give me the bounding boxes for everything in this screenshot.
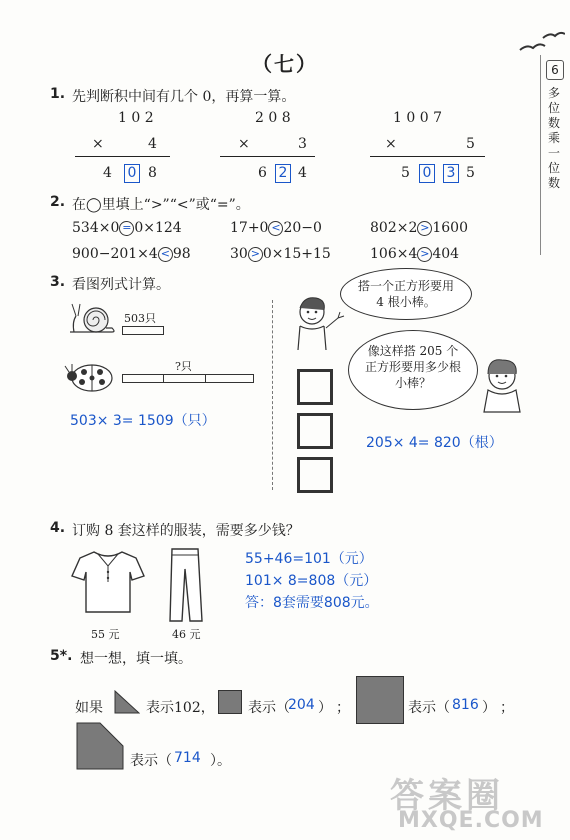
girl-icon	[474, 354, 532, 414]
q3-text: 看图列式计算。	[72, 277, 170, 293]
q4-answer-1: 55+46=101（元）	[245, 551, 373, 567]
q1-p3-mult: 5	[466, 136, 475, 152]
q4-number: 4.	[50, 520, 66, 536]
ladybug-bar	[122, 374, 254, 383]
q1-p1-top: 1 0 2	[118, 110, 154, 126]
compare-circle[interactable]: <	[268, 221, 283, 236]
semicolon: ；	[336, 700, 350, 716]
trapezoid-close: ）。	[210, 753, 231, 769]
bubble-1-text: 搭一个正方形要用 4 根小棒。	[357, 279, 454, 309]
compare-circle[interactable]: =	[119, 221, 134, 236]
q1-p3-top: 1 0 0 7	[393, 110, 442, 126]
watermark-logo: 答案圈	[390, 776, 504, 816]
q1-p3-op: ×	[385, 136, 397, 152]
watermark-url: MXQE.COM	[398, 808, 544, 833]
sidebar-divider	[540, 55, 541, 255]
stick-square-2	[297, 413, 333, 449]
ladybug-label: ?只	[175, 360, 192, 373]
q3-answer-left: 503× 3= 1509（只）	[70, 413, 216, 429]
q1-p1-pre: 4	[103, 165, 112, 181]
compare-circle[interactable]: >	[248, 247, 263, 262]
shirt-icon	[70, 548, 146, 616]
compare-circle[interactable]: <	[158, 247, 173, 262]
q1-p1-box[interactable]: 0	[124, 164, 140, 183]
q1-p2-post: 4	[298, 165, 307, 181]
q4-answer-2: 101× 8=808（元）	[245, 573, 378, 589]
pants-icon	[160, 545, 212, 623]
q2-item-6: 106×4 > 404	[370, 246, 460, 262]
q1-p3-box2[interactable]: 3	[443, 164, 459, 183]
q1-p1-line	[75, 156, 170, 157]
q1-p1-mult: 4	[148, 136, 157, 152]
speech-bubble-2	[348, 330, 478, 410]
ladybug-icon	[64, 358, 116, 394]
q1-p1-post: 8	[148, 165, 157, 181]
q3-divider	[272, 300, 273, 490]
q1-p2-top: 2 0 8	[255, 110, 291, 126]
big-square-shape	[356, 676, 404, 724]
q1-p2-mult: 3	[298, 136, 307, 152]
snail-bar	[122, 326, 164, 335]
ans-big-square[interactable]: 816	[452, 697, 479, 713]
q1-p2-pre: 6	[258, 165, 267, 181]
q1-p3-box1[interactable]: 0	[419, 164, 435, 183]
chapter-title: 多位数乘一位数	[547, 86, 560, 190]
shirt-price: 55 元	[91, 628, 120, 641]
triangle-shape	[114, 690, 140, 714]
bar-tick	[163, 374, 164, 383]
snail-icon	[66, 298, 118, 338]
q2-number: 2.	[50, 194, 66, 210]
q1-p2-line	[220, 156, 315, 157]
semicolon-2: ；	[500, 700, 514, 716]
bar-tick	[205, 374, 206, 383]
chapter-number: 6	[546, 60, 564, 80]
q5-if-word: 如果	[75, 700, 103, 716]
q2-text: 在◯里填上“>”“<”或“=”。	[72, 197, 250, 213]
ans-small-square[interactable]: 204	[288, 697, 315, 713]
q3-answer-right: 205× 4= 820（根）	[366, 435, 503, 451]
small-square-label: 表示（	[248, 700, 290, 716]
q4-answer-3: 答：8套需要808元。	[245, 595, 379, 611]
stick-square-1	[297, 369, 333, 405]
speech-bubble-1	[340, 268, 472, 320]
trapezoid-label: 表示（	[130, 753, 172, 769]
trapezoid-shape	[76, 722, 124, 770]
q2-item-1: 534×0 = 0×124	[72, 220, 182, 236]
small-square-shape	[218, 690, 242, 714]
stick-square-3	[297, 457, 333, 493]
pants-price: 46 元	[172, 628, 201, 641]
ans-trapezoid[interactable]: 714	[174, 750, 201, 766]
bubble-2-text: 像这样搭 205 个正方形要用多少根小棒？	[365, 344, 462, 390]
page-title: （七）	[252, 52, 318, 76]
big-square-label: 表示（	[408, 700, 450, 716]
triangle-label: 表示102，	[146, 700, 215, 716]
compare-circle[interactable]: >	[417, 221, 432, 236]
q1-p2-op: ×	[238, 136, 250, 152]
snail-label: 503只	[124, 312, 156, 325]
close-paren-1: ）	[318, 700, 332, 716]
q1-p3-post: 5	[466, 165, 475, 181]
q5-number: 5*.	[50, 648, 73, 664]
q1-p1-op: ×	[92, 136, 104, 152]
q1-number: 1.	[50, 86, 66, 102]
q1-p3-line	[370, 156, 485, 157]
close-paren-2: ）	[482, 700, 496, 716]
q1-text: 先判断积中间有几个 0，再算一算。	[72, 89, 296, 105]
q2-item-3: 802×2 > 1600	[370, 220, 468, 236]
q4-text: 订购 8 套这样的服装，需要多少钱？	[72, 523, 300, 539]
q2-item-5: 30 > 0×15+15	[230, 246, 331, 262]
q1-p2-box[interactable]: 2	[275, 164, 291, 183]
q2-item-4: 900−201×4 < 98	[72, 246, 191, 262]
birds-icon	[515, 28, 565, 58]
q1-p3-pre: 5	[401, 165, 410, 181]
q2-item-2: 17+0 < 20−0	[230, 220, 322, 236]
compare-circle[interactable]: >	[417, 247, 432, 262]
q3-number: 3.	[50, 274, 66, 290]
q5-text: 想一想，填一填。	[80, 651, 192, 667]
